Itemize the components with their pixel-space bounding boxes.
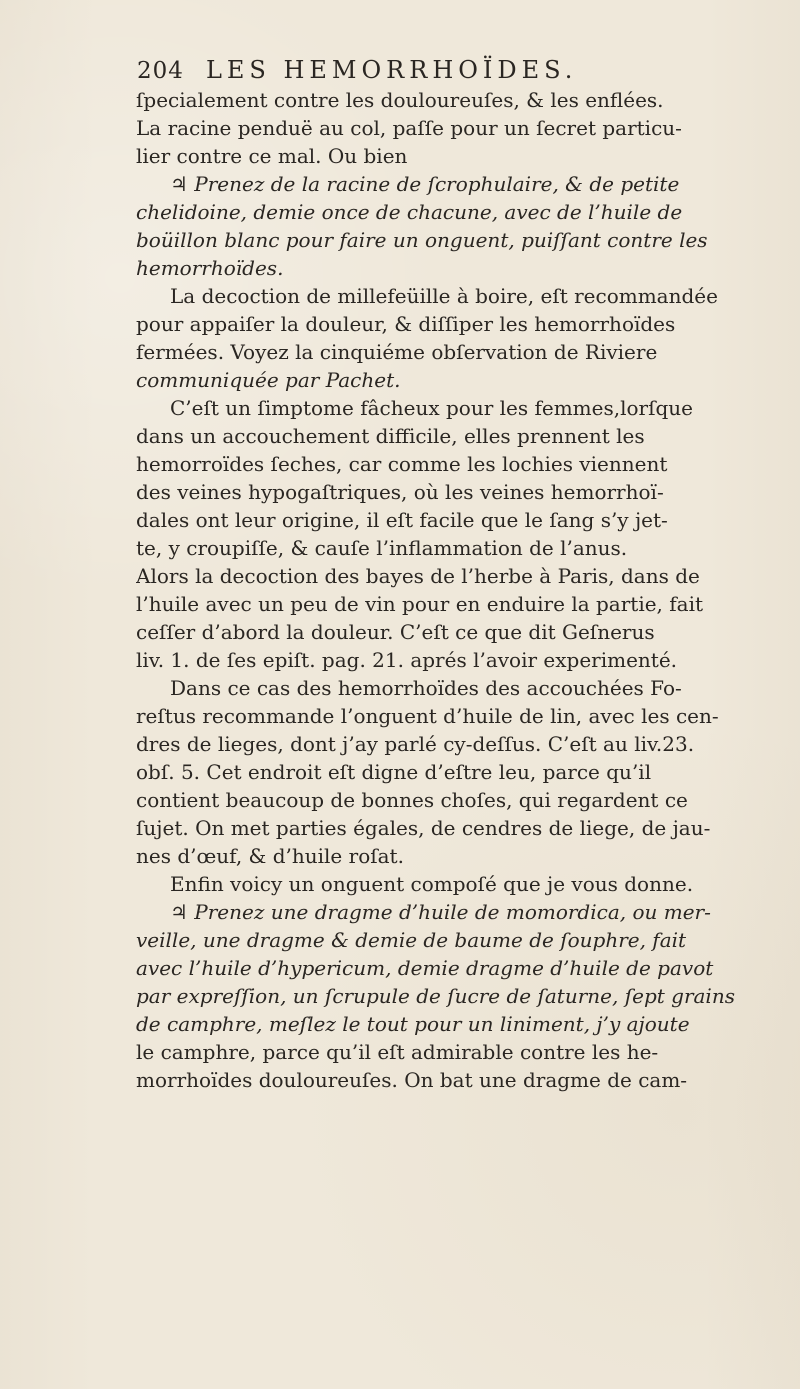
text-line: par expreſſion, un ſcrupule de ſucre de ſaturne, ſept grains xyxy=(136,984,735,1008)
text-line: de camphre, meſlez le tout pour un liniment, j’y ajoute xyxy=(136,1012,690,1036)
text-line: lier contre ce mal. Ou bien xyxy=(136,144,408,168)
text-line: veille, une dragme & demie de baume de ſouphre, fait xyxy=(136,928,687,952)
text-line: communiquée par Pachet. xyxy=(136,368,401,392)
text-line: contient beaucoup de bonnes choſes, qui regardent ce xyxy=(136,788,688,812)
text-line: boüillon blanc pour faire un onguent, puiſſant contre les xyxy=(136,228,708,252)
text-line: chelidoine, demie once de chacune, avec de l’huile de xyxy=(136,200,683,224)
text-line: ♃ Prenez une dragme d’huile de momordica, ou mer- xyxy=(170,900,711,924)
text-line: La decoction de millefeüille à boire, eſt recommandée xyxy=(170,284,718,308)
text-line: hemorrhoïdes. xyxy=(136,256,284,280)
text-line: dans un accouchement difficile, elles prennent les xyxy=(136,424,645,448)
page-number: 204 xyxy=(137,58,184,84)
text-line: Enfin voicy un onguent compoſé que je vous donne. xyxy=(170,872,694,896)
text-line: te, y croupiſſe, & cauſe l’inflammation de l’anus. xyxy=(136,536,628,560)
text-line: fermées. Voyez la cinquiéme obſervation de Riviere xyxy=(136,340,658,364)
text-line: nes d’œuf, & d’huile roſat. xyxy=(136,844,404,868)
text-line: ♃ Prenez de la racine de ſcrophulaire, & de petite xyxy=(170,172,680,196)
text-line: C’eſt un ſimptome fâcheux pour les femmes,lorſque xyxy=(170,396,694,420)
text-line: obſ. 5. Cet endroit eſt digne d’eſtre leu, parce qu’il xyxy=(136,760,652,784)
text-line: ſujet. On met parties égales, de cendres de liege, de jau- xyxy=(136,816,711,840)
text-line: l’huile avec un peu de vin pour en enduire la partie, fait xyxy=(136,592,704,616)
text-line: ceſſer d’abord la douleur. C’eſt ce que dit Geſnerus xyxy=(136,620,655,644)
text-line: Alors la decoction des bayes de l’herbe à Paris, dans de xyxy=(136,564,700,588)
page-header xyxy=(137,56,697,84)
text-line: des veines hypogaſtriques, où les veines hemorrhoï- xyxy=(136,480,664,504)
text-line: La racine penduë au col, paſſe pour un ſecret particu- xyxy=(136,116,682,140)
text-line: avec l’huile d’hypericum, demie dragme d’huile de pavot xyxy=(136,956,714,980)
text-line: liv. 1. de ſes epiſt. pag. 21. aprés l’avoir experimenté. xyxy=(136,648,678,672)
text-line: dres de lieges, dont j’ay parlé cy-deſſus. C’eſt au liv.23. xyxy=(136,732,695,756)
text-line: morrhoïdes douloureuſes. On bat une dragme de cam- xyxy=(136,1068,688,1092)
text-line: pour appaiſer la douleur, & diſſiper les hemorrhoïdes xyxy=(136,312,676,336)
text-line: hemorroïdes ſeches, car comme les lochies viennent xyxy=(136,452,668,476)
text-line: le camphre, parce qu’il eſt admirable contre les he- xyxy=(136,1040,659,1064)
running-title: LES HEMORRHOÏDES. xyxy=(205,56,578,84)
text-line: ſpecialement contre les douloureuſes, & les enflées. xyxy=(136,88,664,112)
text-line: Dans ce cas des hemorrhoïdes des accouchées Fo- xyxy=(170,676,682,700)
text-line: dales ont leur origine, il eſt facile que le ſang s’y jet- xyxy=(136,508,668,532)
main-text xyxy=(136,86,736,1094)
text-line: reſtus recommande l’onguent d’huile de lin, avec les cen- xyxy=(136,704,719,728)
